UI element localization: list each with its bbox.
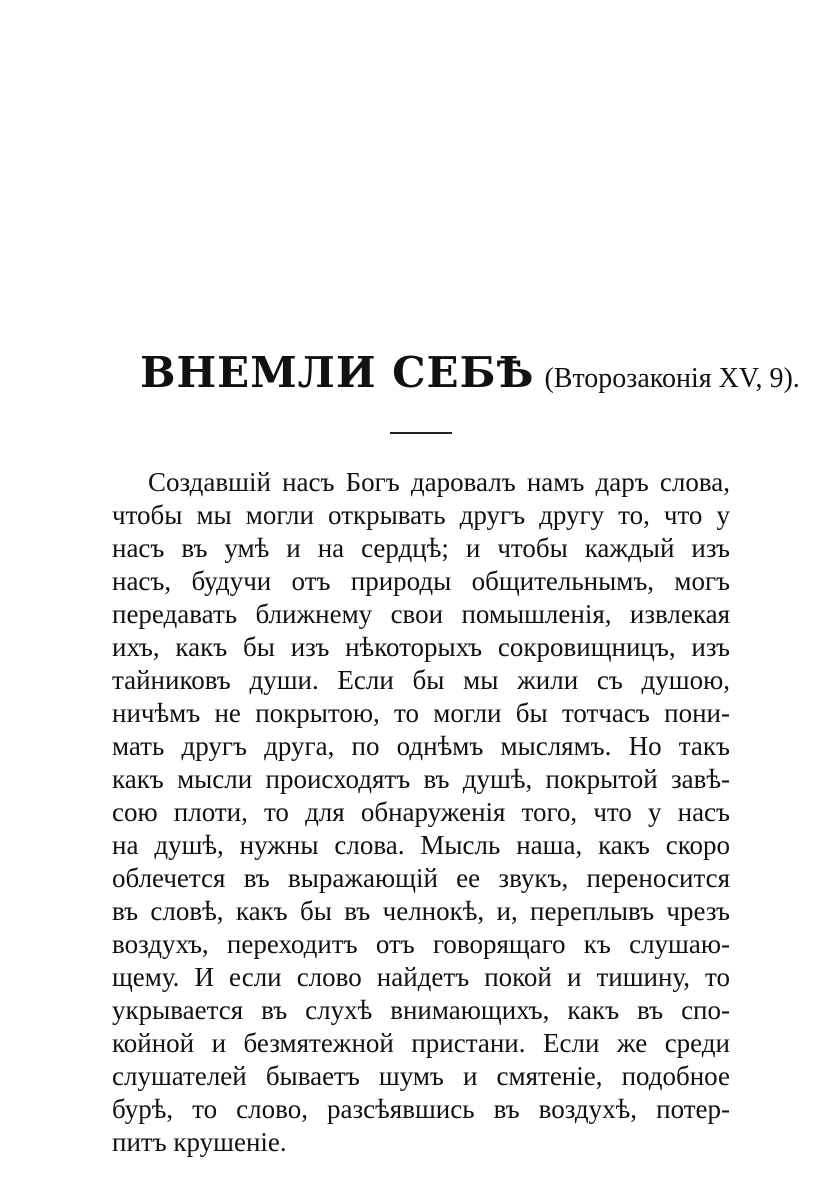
- text-line: тайниковъ души. Если бы мы жили съ душою,: [112, 665, 730, 695]
- body-paragraph: [112, 466, 730, 1159]
- section-heading: [140, 348, 800, 397]
- heading-reference: (Второзаконія XV, 9).: [544, 363, 800, 394]
- text-line: ихъ, какъ бы изъ нѣкоторыхъ сокровищницъ, изъ: [112, 632, 730, 662]
- text-line: чтобы мы могли открывать другъ другу то, что у: [112, 500, 730, 530]
- text-line: сою плоти, то для обнаруженія того, что у насъ: [112, 797, 730, 827]
- text-line: на душѣ, нужны слова. Мысль наша, какъ скоро: [112, 830, 730, 860]
- text-line: передавать ближнему свои помышленія, извлекая: [112, 599, 730, 629]
- heading-divider: [390, 432, 452, 434]
- text-line: воздухъ, переходитъ отъ говорящаго къ слушаю-: [112, 929, 730, 959]
- text-line: мать другъ друга, по однѣмъ мыслямъ. Но такъ: [112, 731, 730, 761]
- text-line: облечется въ выражающій ее звукъ, переносится: [112, 863, 730, 893]
- text-line: насъ въ умѣ и на сердцѣ; и чтобы каждый изъ: [112, 533, 730, 563]
- text-line: щему. И если слово найдетъ покой и тишину, то: [112, 962, 730, 992]
- heading-title: ВНЕМЛИ СЕБѢ: [140, 348, 535, 397]
- text-line: укрывается въ слухѣ внимающихъ, какъ въ спо-: [112, 995, 730, 1025]
- text-line: какъ мысли происходятъ въ душѣ, покрытой завѣ-: [112, 764, 730, 794]
- text-line: въ словѣ, какъ бы въ челнокѣ, и, переплывъ чрезъ: [112, 896, 730, 926]
- text-line: питъ крушеніе.: [112, 1127, 287, 1157]
- text-line: ничѣмъ не покрытою, то могли бы тотчасъ пони-: [112, 698, 730, 728]
- text-line: Создавшій насъ Богъ даровалъ намъ даръ слова,: [148, 467, 730, 497]
- text-line: насъ, будучи отъ природы общительнымъ, могъ: [112, 566, 730, 596]
- text-line: слушателей бываетъ шумъ и смятеніе, подобное: [112, 1061, 730, 1091]
- text-line: бурѣ, то слово, разсѣявшись въ воздухѣ, потер-: [112, 1094, 730, 1124]
- text-line: койной и безмятежной пристани. Если же среди: [112, 1028, 730, 1058]
